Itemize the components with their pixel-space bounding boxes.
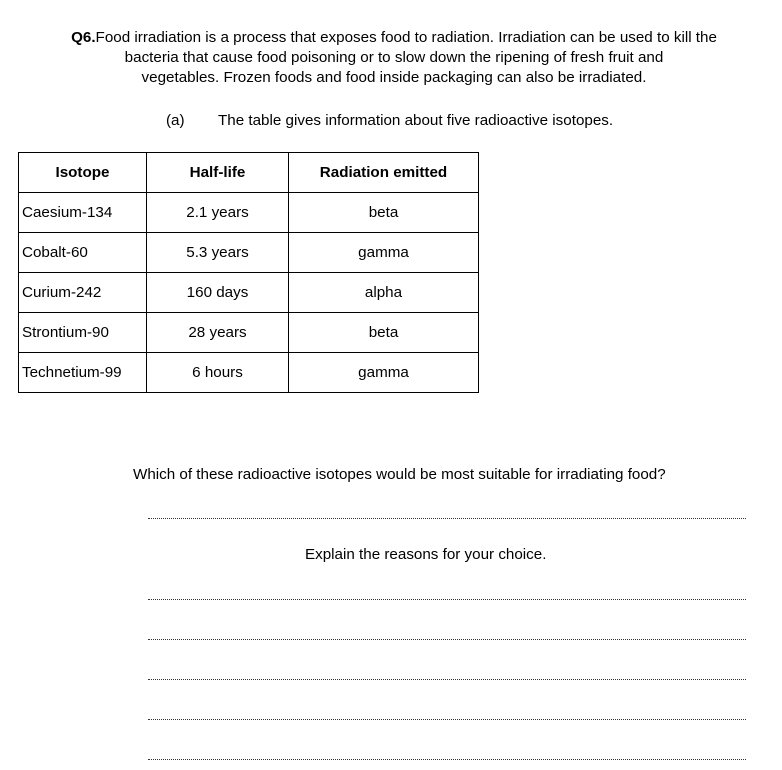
cell-isotope: Cobalt-60: [19, 233, 147, 273]
table-row: [19, 313, 479, 353]
cell-half-life: 28 years: [147, 313, 289, 353]
part-a-heading: [166, 111, 613, 131]
cell-isotope: Caesium-134: [19, 193, 147, 233]
question-intro-line-2: bacteria that cause food poisoning or to slow down the ripening of fresh fruit and: [124, 49, 664, 66]
question-intro: [6, 28, 782, 88]
answer-line-explain-5[interactable]: [148, 759, 746, 760]
header-isotope: Isotope: [19, 153, 147, 193]
cell-half-life: 6 hours: [147, 353, 289, 393]
cell-half-life: 5.3 years: [147, 233, 289, 273]
header-half-life: Half-life: [147, 153, 289, 193]
table-row: [19, 273, 479, 313]
cell-half-life: 2.1 years: [147, 193, 289, 233]
cell-isotope: Curium-242: [19, 273, 147, 313]
question-number: Q6.: [71, 29, 96, 46]
table-row: [19, 193, 479, 233]
answer-line-explain-2[interactable]: [148, 639, 746, 640]
table-row: [19, 233, 479, 273]
cell-radiation: beta: [289, 313, 479, 353]
question-which-isotope: Which of these radioactive isotopes would be most suitable for irradiating food?: [133, 466, 666, 483]
table-header-row: [19, 153, 479, 193]
question-intro-line-3: vegetables. Frozen foods and food inside packaging can also be irradiated.: [141, 69, 647, 86]
answer-line-choice[interactable]: [148, 518, 746, 519]
cell-radiation: gamma: [289, 353, 479, 393]
cell-radiation: beta: [289, 193, 479, 233]
cell-radiation: alpha: [289, 273, 479, 313]
question-explain: Explain the reasons for your choice.: [305, 546, 547, 563]
answer-line-explain-1[interactable]: [148, 599, 746, 600]
answer-line-explain-3[interactable]: [148, 679, 746, 680]
isotope-table: [18, 152, 479, 393]
question-intro-line-1: [6, 28, 782, 48]
cell-radiation: gamma: [289, 233, 479, 273]
cell-isotope: Strontium-90: [19, 313, 147, 353]
part-a-text: The table gives information about five radioactive isotopes.: [218, 112, 614, 129]
header-radiation: Radiation emitted: [289, 153, 479, 193]
cell-half-life: 160 days: [147, 273, 289, 313]
part-a-label: (a): [166, 112, 185, 129]
table-row: [19, 353, 479, 393]
answer-line-explain-4[interactable]: [148, 719, 746, 720]
question-intro-text-1: Food irradiation is a process that exposes food to radiation. Irradiation can be used to kill the: [95, 29, 717, 46]
cell-isotope: Technetium-99: [19, 353, 147, 393]
